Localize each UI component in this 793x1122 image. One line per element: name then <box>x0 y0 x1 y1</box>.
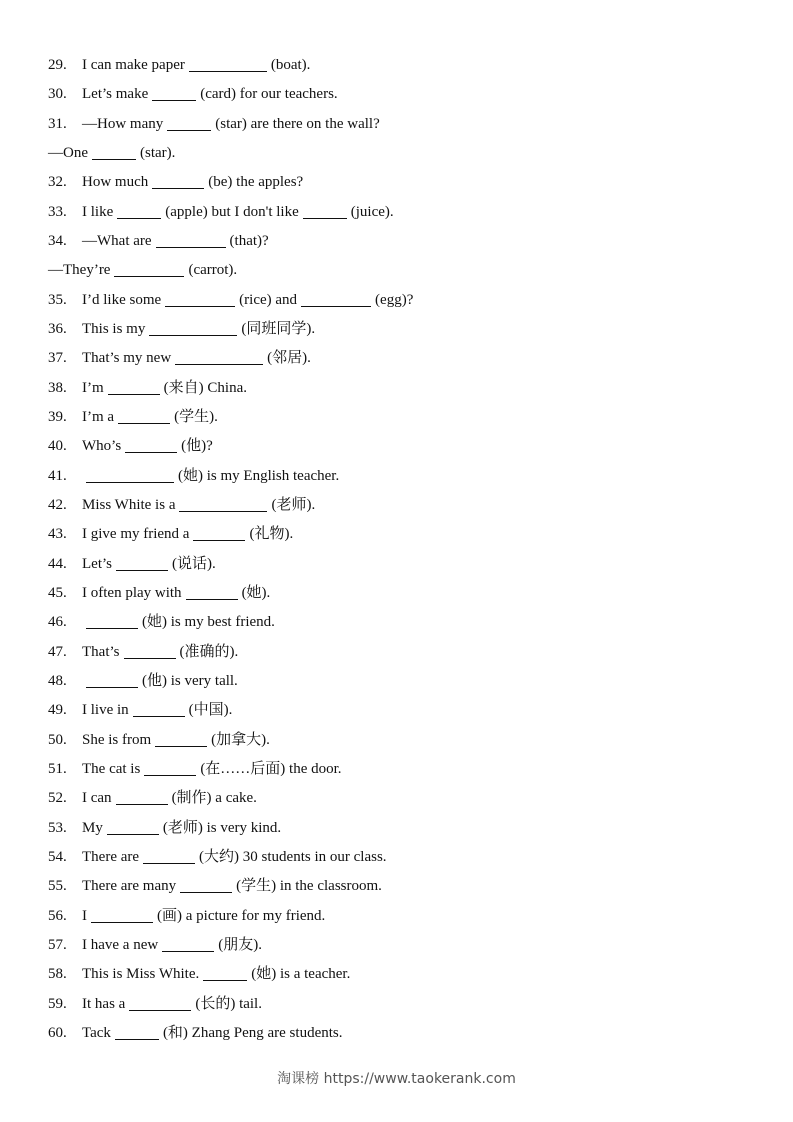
exercise-line <box>48 726 768 755</box>
answer-blank[interactable] <box>179 510 267 512</box>
exercise-text: (画) a picture for my friend. <box>157 907 326 924</box>
exercise-number: 35. <box>48 291 67 308</box>
exercise-line <box>48 1019 768 1048</box>
exercise-line <box>48 667 768 696</box>
exercise-text: I can <box>82 790 112 807</box>
exercise-text: (star) are there on the wall? <box>215 115 380 132</box>
exercise-text: (中国). <box>188 702 233 719</box>
exercise-number: 49. <box>48 702 67 719</box>
exercise-number: 58. <box>48 966 67 983</box>
exercise-text: (和) Zhang Peng are students. <box>162 1024 343 1041</box>
exercise-text: How much <box>82 174 149 191</box>
exercise-line <box>48 344 768 373</box>
exercise-number: 55. <box>48 878 67 895</box>
exercise-line <box>48 696 768 725</box>
exercise-text: —What are <box>82 232 152 249</box>
exercise-number: 42. <box>48 496 67 513</box>
exercise-line <box>48 227 768 256</box>
exercise-number: 47. <box>48 643 67 660</box>
exercise-text: (大约) 30 students in our class. <box>199 848 387 865</box>
exercise-text: That’s my new <box>82 350 172 367</box>
exercise-text: This is my <box>82 320 146 337</box>
exercise-text: I live in <box>82 702 129 719</box>
exercise-number: 45. <box>48 584 67 601</box>
answer-blank[interactable] <box>152 187 204 189</box>
exercise-line <box>48 579 768 608</box>
exercise-text: (邻居). <box>267 350 311 367</box>
exercise-number: 30. <box>48 86 67 103</box>
exercise-text: The cat is <box>82 760 141 777</box>
exercise-number: 46. <box>48 614 67 631</box>
exercise-line <box>48 814 768 843</box>
exercise-continuation-line <box>48 139 768 168</box>
exercise-text: I like <box>82 203 114 220</box>
exercise-text: (在……后面) the door. <box>200 760 342 777</box>
exercise-text: (礼物). <box>249 526 294 543</box>
exercise-text: This is Miss White. <box>82 966 200 983</box>
answer-blank[interactable] <box>86 686 138 688</box>
exercise-number: 39. <box>48 408 67 425</box>
exercise-text: (juice). <box>350 203 394 220</box>
answer-blank[interactable] <box>116 803 168 805</box>
exercise-line <box>48 432 768 461</box>
exercise-text: (长的) tail. <box>195 995 262 1012</box>
exercise-number: 54. <box>48 848 67 865</box>
exercise-number: 37. <box>48 350 67 367</box>
answer-blank[interactable] <box>86 481 174 483</box>
exercise-text: (朋友). <box>218 936 262 953</box>
exercise-number: 60. <box>48 1024 67 1041</box>
footer-watermark: 淘课榜 https://www.taokerank.com <box>277 1071 516 1087</box>
exercise-text: Who’s <box>82 438 122 455</box>
answer-blank[interactable] <box>129 1009 191 1011</box>
exercise-number: 53. <box>48 819 67 836</box>
exercise-text: (boat). <box>270 57 311 73</box>
answer-blank[interactable] <box>301 305 371 307</box>
answer-blank[interactable] <box>114 275 184 277</box>
exercise-line <box>48 198 768 227</box>
exercise-text: She is from <box>82 731 152 748</box>
exercise-line <box>48 608 768 637</box>
exercise-number: 51. <box>48 760 67 777</box>
exercise-line <box>48 638 768 667</box>
exercise-text: (她) is my English teacher. <box>178 467 340 484</box>
answer-blank[interactable] <box>149 334 237 336</box>
answer-blank[interactable] <box>165 305 235 307</box>
exercise-number: 52. <box>48 790 67 807</box>
exercise-number: 33. <box>48 203 67 220</box>
exercise-text: Miss White is a <box>82 496 176 513</box>
answer-blank[interactable] <box>116 569 168 571</box>
exercise-line <box>48 286 768 315</box>
exercise-line <box>48 51 768 80</box>
exercise-text: (that)? <box>229 232 269 249</box>
exercise-number: 48. <box>48 672 67 689</box>
exercise-line <box>48 784 768 813</box>
exercise-number: 31. <box>48 115 67 132</box>
answer-blank[interactable] <box>167 129 211 131</box>
answer-blank[interactable] <box>91 921 153 923</box>
exercise-text: —How many <box>82 115 164 132</box>
exercise-text: (准确的). <box>179 643 239 660</box>
exercise-text: I have a new <box>82 936 159 953</box>
exercise-line <box>48 520 768 549</box>
exercise-text: I give my friend a <box>82 526 190 543</box>
exercise-continuation-line <box>48 256 768 285</box>
answer-blank[interactable] <box>107 833 159 835</box>
answer-blank[interactable] <box>162 950 214 952</box>
exercise-line <box>48 110 768 139</box>
exercise-number: 57. <box>48 936 67 953</box>
exercise-number: 32. <box>48 174 67 191</box>
exercise-line <box>48 755 768 784</box>
exercise-number: 59. <box>48 995 67 1012</box>
exercise-line <box>48 960 768 989</box>
answer-blank[interactable] <box>117 217 161 219</box>
exercise-text: (rice) and <box>239 291 298 308</box>
exercise-number: 38. <box>48 379 67 396</box>
answer-blank[interactable] <box>124 657 176 659</box>
exercise-text: (card) for our teachers. <box>200 86 338 103</box>
exercise-line <box>48 80 768 109</box>
answer-blank[interactable] <box>203 979 247 981</box>
answer-blank[interactable] <box>115 1038 159 1040</box>
exercise-line <box>48 550 768 579</box>
exercise-text: Let’s <box>82 555 112 572</box>
exercise-text: That’s <box>82 643 120 660</box>
exercise-text: (be) the apples? <box>208 174 304 191</box>
exercise-text: (他) is very tall. <box>142 672 238 689</box>
answer-blank[interactable] <box>125 451 177 453</box>
answer-blank[interactable] <box>108 393 160 395</box>
exercise-text: (制作) a cake. <box>171 790 257 807</box>
exercise-text: —They’re <box>48 262 111 279</box>
exercise-text: (老师). <box>271 496 316 513</box>
exercise-text: There are <box>82 848 140 865</box>
answer-blank[interactable] <box>92 158 136 160</box>
answer-blank[interactable] <box>175 363 263 365</box>
exercise-text: I <box>82 907 87 924</box>
exercise-number: 43. <box>48 526 67 543</box>
answer-blank[interactable] <box>193 539 245 541</box>
answer-blank[interactable] <box>144 774 196 776</box>
exercise-text: There are many <box>82 878 177 895</box>
exercise-text: (他)? <box>181 438 213 455</box>
exercise-line <box>48 168 768 197</box>
exercise-list <box>48 51 768 1048</box>
exercise-line <box>48 872 768 901</box>
exercise-line <box>48 374 768 403</box>
exercise-number: 56. <box>48 907 67 924</box>
exercise-text: I can make paper <box>82 57 185 73</box>
exercise-text: I’d like some <box>82 291 162 308</box>
answer-blank[interactable] <box>180 891 232 893</box>
exercise-text: (star). <box>140 144 176 161</box>
exercise-line <box>48 315 768 344</box>
exercise-text: (老师) is very kind. <box>162 819 282 836</box>
answer-blank[interactable] <box>133 715 185 717</box>
answer-blank[interactable] <box>156 246 226 248</box>
exercise-text: I often play with <box>82 584 182 601</box>
exercise-text: (来自) China. <box>163 379 247 396</box>
exercise-line <box>48 462 768 491</box>
exercise-line <box>48 491 768 520</box>
exercise-text: (她) is a teacher. <box>251 966 351 983</box>
exercise-text: It has a <box>82 995 126 1012</box>
exercise-line <box>48 902 768 931</box>
exercise-text: (apple) but I don't like <box>165 203 299 220</box>
exercise-text: I’m a <box>82 408 115 425</box>
exercise-text: My <box>82 819 103 836</box>
exercise-number: 40. <box>48 438 67 455</box>
exercise-line <box>48 931 768 960</box>
exercise-number: 29. <box>48 57 67 73</box>
exercise-number: 50. <box>48 731 67 748</box>
exercise-text: (同班同学). <box>241 320 316 337</box>
exercise-number: 36. <box>48 320 67 337</box>
exercise-line <box>48 843 768 872</box>
answer-blank[interactable] <box>143 862 195 864</box>
exercise-number: 44. <box>48 555 67 572</box>
exercise-text: (她) is my best friend. <box>142 614 275 631</box>
answer-blank[interactable] <box>189 70 267 72</box>
exercise-text: I’m <box>82 379 104 396</box>
exercise-text: (学生) in the classroom. <box>236 878 382 895</box>
exercise-text: (加拿大). <box>211 731 270 748</box>
exercise-line <box>48 990 768 1019</box>
exercise-text: (carrot). <box>188 262 238 279</box>
exercise-line <box>48 403 768 432</box>
exercise-text: (她). <box>241 584 271 601</box>
exercise-text: (学生). <box>174 408 218 425</box>
answer-blank[interactable] <box>118 422 170 424</box>
exercise-text: (说话). <box>172 555 216 572</box>
exercise-number: 41. <box>48 467 67 484</box>
exercise-text: (egg)? <box>375 291 414 308</box>
answer-blank[interactable] <box>86 627 138 629</box>
exercise-text: Tack <box>82 1024 111 1041</box>
answer-blank[interactable] <box>186 598 238 600</box>
answer-blank[interactable] <box>155 745 207 747</box>
exercise-text: Let’s make <box>82 86 149 103</box>
answer-blank[interactable] <box>303 217 347 219</box>
exercise-text: —One <box>48 144 88 161</box>
exercise-number: 34. <box>48 232 67 249</box>
answer-blank[interactable] <box>152 99 196 101</box>
